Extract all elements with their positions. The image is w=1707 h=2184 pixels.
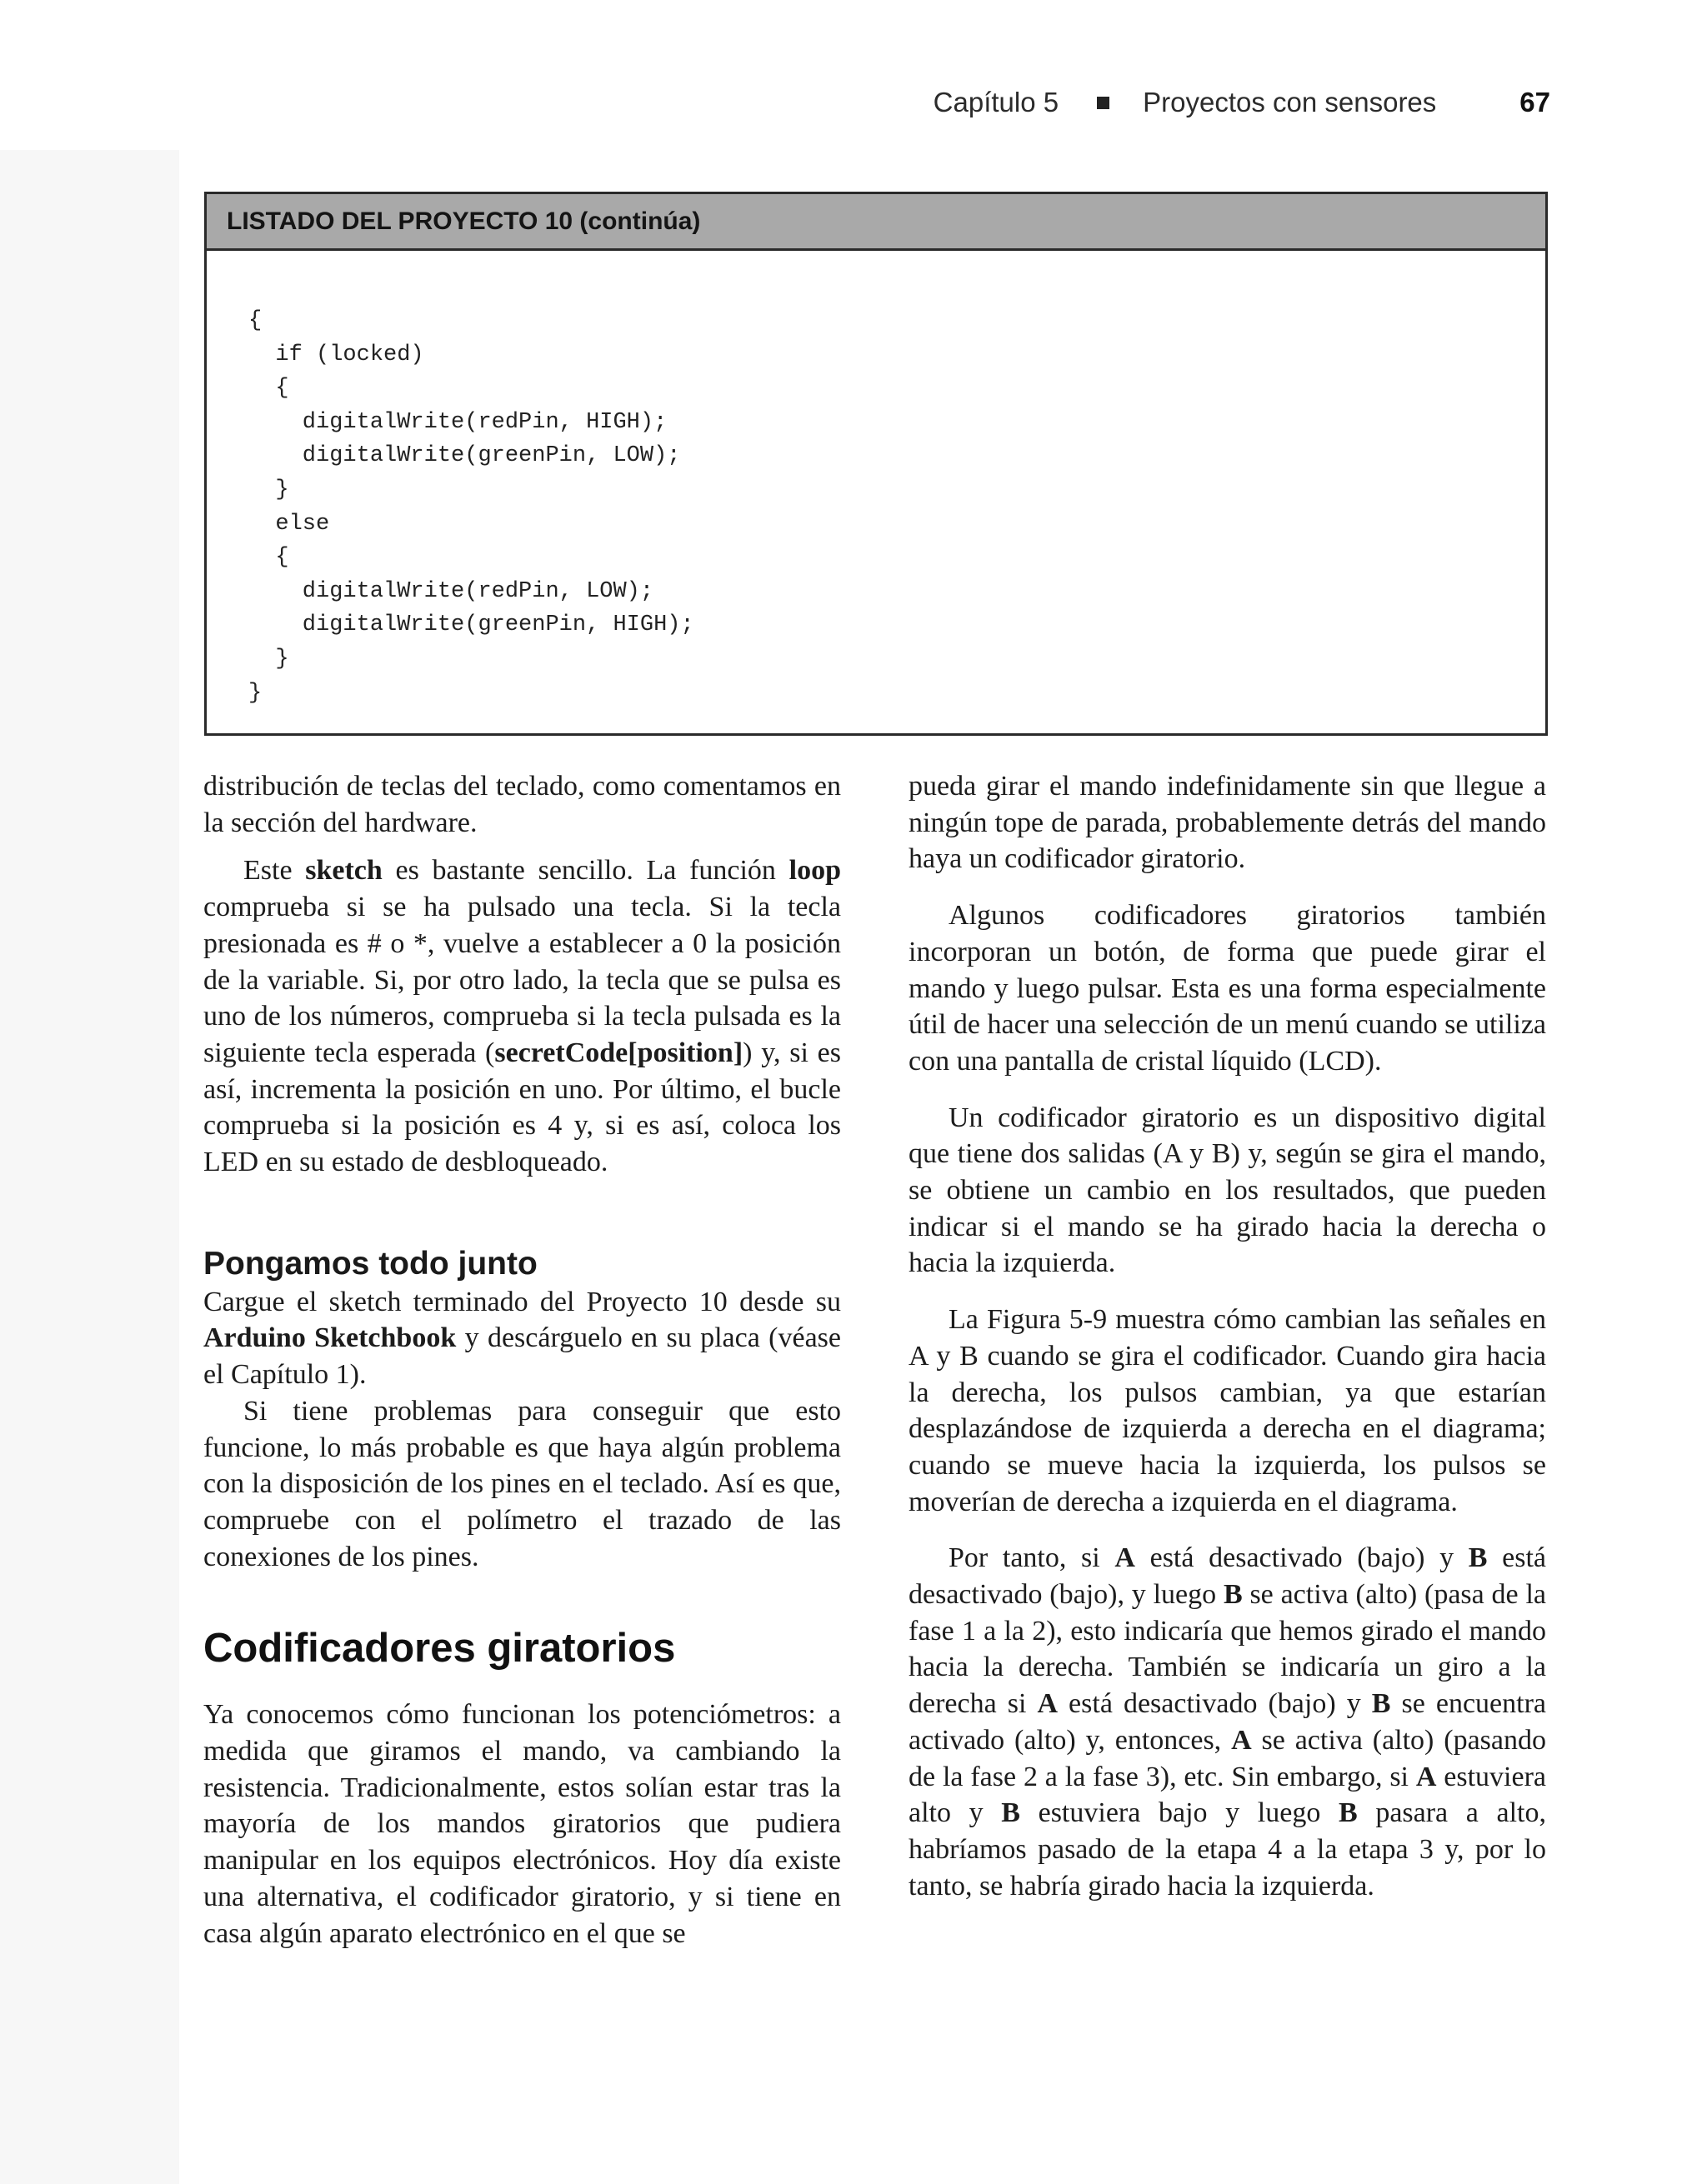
paragraph: Por tanto, si A está desactivado (bajo) y B está desactivado (bajo), y luego B se activa (alto) (pasa de la fase 1 a la 2), esto indicaría que hemos girado el mando hacia la derecha. También se indicaría un giro a la derecha si A está desactivado (bajo) y B se encuentra activado (alto) y, entonces, A se activa (alto) (pasando de la fase 2 a la fase 3), etc. Sin embargo, si A estuviera alto y B estuviera bajo y luego B pasara a alto, habríamos pasado de la etapa 4 a la etapa 3 y, por lo tanto, se habría girado hacia la izquierda. — [909, 1542, 1547, 1902]
code-listing-box — [204, 192, 1548, 736]
left-column — [203, 768, 841, 1952]
section-heading-major: Codificadores giratorios — [203, 1626, 676, 1672]
paragraph: Un codificador giratorio es un dispositivo digital que tiene dos salidas (A y B) y, según se gira el mando, se obtiene un cambio en los resultados, que pueden indicar si el mando se ha girado hacia la derecha o hacia la izquierda. — [909, 1102, 1546, 1279]
running-head — [867, 86, 1550, 119]
chapter-label: Capítulo 5 — [933, 87, 1059, 117]
listing-header: LISTADO DEL PROYECTO 10 (continúa) — [207, 194, 1545, 251]
paragraph: Si tiene problemas para conseguir que esto funcione, lo más probable es que haya algún problema con la disposición de los pines en el teclado. Así es que, compruebe con el polímetro el trazado de las conexiones de los pines. — [203, 1395, 841, 1572]
paragraph: pueda girar el mando indefinidamente sin que llegue a ningún tope de parada, probablemente detrás del mando haya un codificador giratorio. — [909, 771, 1546, 875]
paragraph: Ya conocemos cómo funcionan los potenciómetros: a medida que giramos el mando, va cambiando la resistencia. Tradicionalmente, estos solían estar tras la mayoría de los mandos giratorios que pudiera manipular en los equipos electrónicos. Hoy día existe una alternativa, el codificador giratorio, y si tiene en casa algún aparato electrónico en el que se — [203, 1699, 841, 1949]
page-edge-shading — [0, 150, 179, 2184]
paragraph: Cargue el sketch terminado del Proyecto 10 desde su Arduino Sketchbook y descárguelo en su placa (véase el Capítulo 1). — [203, 1286, 841, 1391]
paragraph: La Figura 5-9 muestra cómo cambian las señales en A y B cuando se gira el codificador. Cuando gira hacia la derecha, los pulsos cambian, ya que estarían desplazándose de izquierda a derecha en el diagrama; cuando se mueve hacia la izquierda, los pulsos se moverían de derecha a izquierda en el diagrama. — [909, 1304, 1546, 1517]
paragraph: Algunos codificadores giratorios también incorporan un botón, de forma que puede girar el mando y luego pulsar. Esta es una forma especialmente útil de hacer una selección de un menú cuando se utiliza con una pantalla de cristal líquido (LCD). — [909, 900, 1546, 1077]
page-number: 67 — [1519, 87, 1550, 117]
paragraph: distribución de teclas del teclado, como comentamos en la sección del hardware. — [203, 771, 841, 838]
square-bullet-icon — [1097, 97, 1109, 109]
chapter-title: Proyectos con sensores — [1143, 87, 1437, 117]
right-column — [909, 768, 1546, 1904]
section-heading: Pongamos todo junto — [203, 1245, 538, 1282]
paragraph: Este sketch es bastante sencillo. La función loop comprueba si se ha pulsado una tecla. Si la tecla presionada es # o *, vuelve a establecer a 0 la posición de la variable. Si, por otro lado, la tecla que se pulsa es uno de los números, comprueba si la tecla pulsada es la siguiente tecla esperada (secretCode[position]) y, si es así, incrementa la posición en uno. Por último, el bucle comprueba si la posición es 4 y, si es así, coloca los LED en su estado de desbloqueado. — [203, 855, 841, 1178]
code-block: { if (locked) { digitalWrite(redPin, HIGH); digitalWrite(greenPin, LOW); } else { digitalWrite(redPin, LOW); digitalWrite(greenPin, HIGH); } } — [248, 308, 694, 706]
